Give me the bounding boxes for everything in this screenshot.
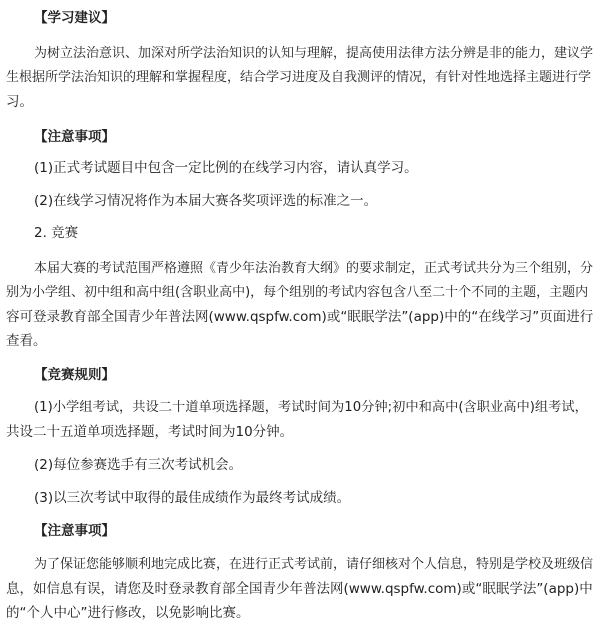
rules-item-1-line-1: (1)小学组考试，共设二十道单项选择题，考试时间为10分钟;初中和高中(含职业高中)组考试， — [34, 400, 588, 415]
rules-item-3: (3)以三次考试中取得的最佳成绩作为最终考试成绩。 — [34, 490, 351, 506]
notes2-para-line-3: 的“个人中心”进行修改，以免影响比赛。 — [6, 605, 250, 621]
section2-para-line-4: 查看。 — [6, 333, 47, 349]
study-para-line-1: 为树立法治意识、加深对所学法治知识的认知与理解，提高使用法律方法分辨是非的能力，建议学 — [34, 46, 594, 61]
section2-para-line-2: 别为小学组、初中组和高中组(含职业高中)，每个组别的考试内容包含八至二十个不同的主题，主题内 — [6, 285, 589, 300]
rules-item-1-line-2: 共设二十五道单项选择题，考试时间为10分钟。 — [6, 424, 294, 440]
heading-study-advice: 【学习建议】 — [34, 10, 115, 26]
notes1-item-1: (1)正式考试题目中包含一定比例的在线学习内容，请认真学习。 — [34, 160, 418, 176]
heading-competition-rules: 【竞赛规则】 — [34, 367, 115, 383]
section-2-title: 2. 竞赛 — [34, 225, 79, 241]
section2-para-line-1: 本届大赛的考试范围严格遵照《青少年法治教育大纲》的要求制定，正式考试共分为三个组别，分 — [34, 261, 594, 276]
study-para-line-3: 习。 — [6, 94, 33, 110]
rules-item-2: (2)每位参赛选手有三次考试机会。 — [34, 457, 243, 473]
notes2-para-line-2: 息，如信息有误，请您及时登录教育部全国青少年普法网(www.qspfw.com)或“眠眠学法”(app)中 — [6, 581, 593, 597]
heading-notes-1: 【注意事项】 — [34, 129, 115, 145]
notes1-item-2: (2)在线学习情况将作为本届大赛各奖项评选的标准之一。 — [34, 193, 378, 209]
heading-notes-2: 【注意事项】 — [34, 523, 115, 539]
section2-para-line-3: 容可登录教育部全国青少年普法网(www.qspfw.com)或“眠眠学法”(app)中的“在线学习”页面进行 — [6, 309, 594, 325]
notes2-para-line-1: 为了保证您能够顺利地完成比赛，在进行正式考试前，请仔细核对个人信息，特别是学校及班级信 — [34, 557, 594, 572]
study-para-line-2: 生根据所学法治知识的理解和掌握程度，结合学习进度及自我测评的情况，有针对性地选择主题进行学 — [6, 70, 592, 85]
